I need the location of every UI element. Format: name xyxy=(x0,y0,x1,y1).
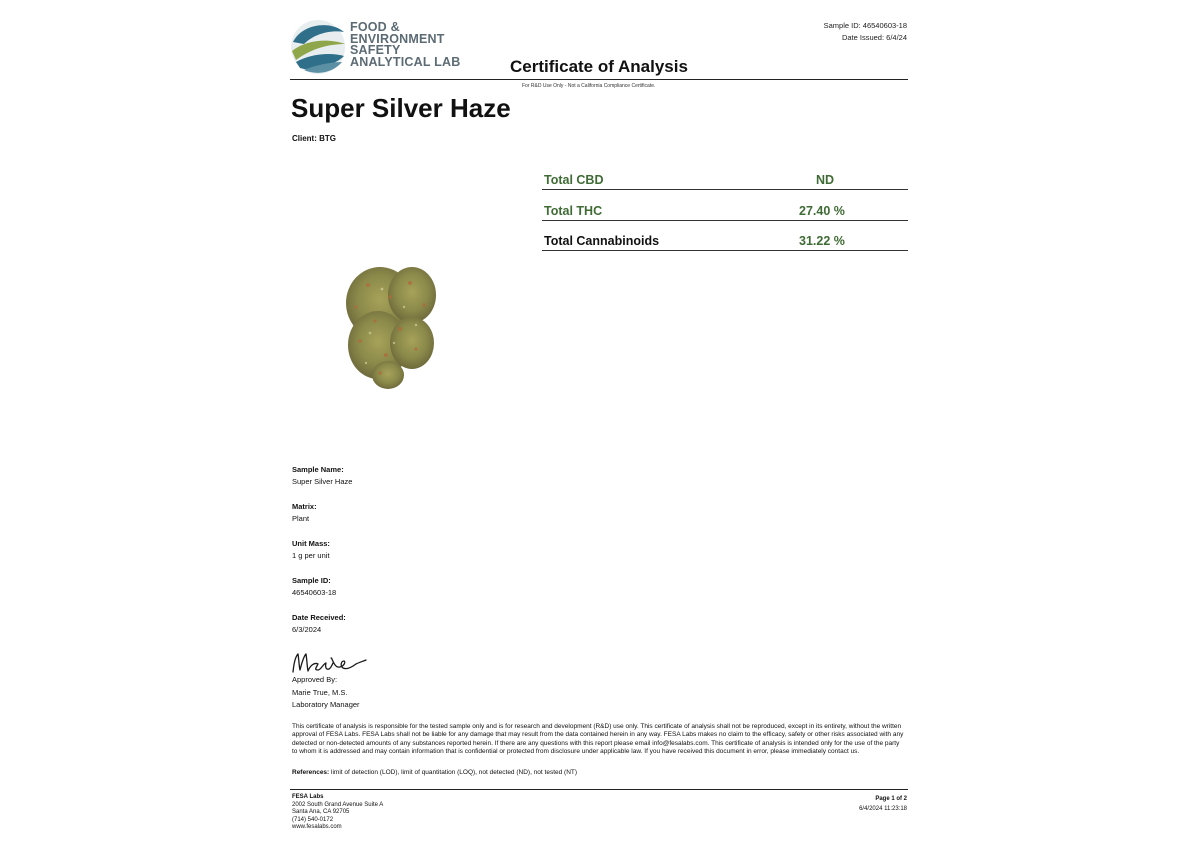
footer-website: www.fesalabs.com xyxy=(292,824,342,831)
page-number: Page 1 of 2 xyxy=(875,796,907,802)
field-label: Unit Mass: xyxy=(292,539,330,548)
summary-row-total-cannabinoids xyxy=(542,229,908,251)
references-line xyxy=(292,769,577,776)
product-name: Super Silver Haze xyxy=(291,93,511,123)
logo-line: ENVIRONMENT xyxy=(350,31,445,46)
summary-row-total-thc xyxy=(542,199,908,221)
field-label: Sample Name: xyxy=(292,465,344,474)
cannabis-bud-image xyxy=(320,245,450,405)
field-value: 1 g per unit xyxy=(292,551,330,560)
date-received-field xyxy=(292,612,346,636)
signature-image xyxy=(290,648,370,676)
approver-role: Laboratory Manager xyxy=(292,700,360,709)
field-label: Date Received: xyxy=(292,613,346,622)
summary-row-total-cbd xyxy=(542,168,908,190)
approval-block xyxy=(292,674,360,712)
summary-value: 27.40 % xyxy=(799,204,845,218)
disclaimer-text: This certificate of analysis is responsible for the tested sample only and is for research and development (R&D) use only. This certificate of analysis shall not be reproduced, except in its entirety, without the written approval of FESA Labs. FESA Labs shall not be liable for any damage that may result from the data contained herein in any way. FESA Labs makes no claim to the efficacy, safety or other risks associated with any detected or non-detected amounts of any substances reported herein. If there are any questions with this report please email info@fesalabs.com. This certificate of analysis is intended only for the use of the party to whom it is addressed and may contain information that is confidential or protected from disclosure under applicable law. If you have received this document in error, please immediately contact us. xyxy=(292,723,904,755)
approver-name: Marie True, M.S. xyxy=(292,687,348,697)
field-value: 6/3/2024 xyxy=(292,625,322,634)
matrix-field xyxy=(292,501,317,525)
footer-page-info xyxy=(859,794,907,814)
references-label: References: xyxy=(292,769,330,776)
footer-address xyxy=(292,794,383,832)
field-value: 46540603-18 xyxy=(292,588,337,597)
header-divider xyxy=(290,79,908,80)
summary-value: 31.22 % xyxy=(799,234,845,248)
summary-label: Total Cannabinoids xyxy=(544,234,660,248)
date-issued-line: Date Issued: 6/4/24 xyxy=(841,33,907,42)
field-label: Sample ID: xyxy=(292,576,331,585)
rd-use-note: For R&D Use Only - Not a California Compliance Certificate. xyxy=(522,83,656,89)
logo-line: SAFETY xyxy=(350,43,401,57)
sample-name-field xyxy=(292,464,352,488)
print-timestamp: 6/4/2024 11:23:18 xyxy=(859,806,907,812)
footer-address-line: Santa Ana, CA 92705 xyxy=(292,809,350,816)
document-title: Certificate of Analysis xyxy=(510,57,688,76)
footer-company: FESA Labs xyxy=(292,794,324,800)
footer-phone: (714) 540-0172 xyxy=(292,816,334,823)
unit-mass-field xyxy=(292,538,330,562)
logo-line: FOOD & xyxy=(350,20,400,34)
summary-value: ND xyxy=(816,173,835,187)
summary-label: Total THC xyxy=(544,204,603,218)
sample-id-field xyxy=(292,575,336,599)
approved-by-label: Approved By: xyxy=(292,675,338,684)
logo-wordmark xyxy=(350,22,460,68)
summary-label: Total CBD xyxy=(544,173,604,187)
logo-line: ANALYTICAL LAB xyxy=(350,54,461,69)
footer-address-line: 2002 South Grand Avenue Suite A xyxy=(292,801,384,808)
field-value: Super Silver Haze xyxy=(292,477,353,486)
footer-divider xyxy=(290,789,908,790)
header-meta xyxy=(824,20,907,44)
client-line: Client: BTG xyxy=(292,134,336,143)
sample-id-line: Sample ID: 46540603-18 xyxy=(823,21,907,30)
field-value: Plant xyxy=(292,514,310,523)
references-text: limit of detection (LOD), limit of quantitation (LOQ), not detected (ND), not tested (NT) xyxy=(329,769,578,776)
field-label: Matrix: xyxy=(292,502,317,511)
